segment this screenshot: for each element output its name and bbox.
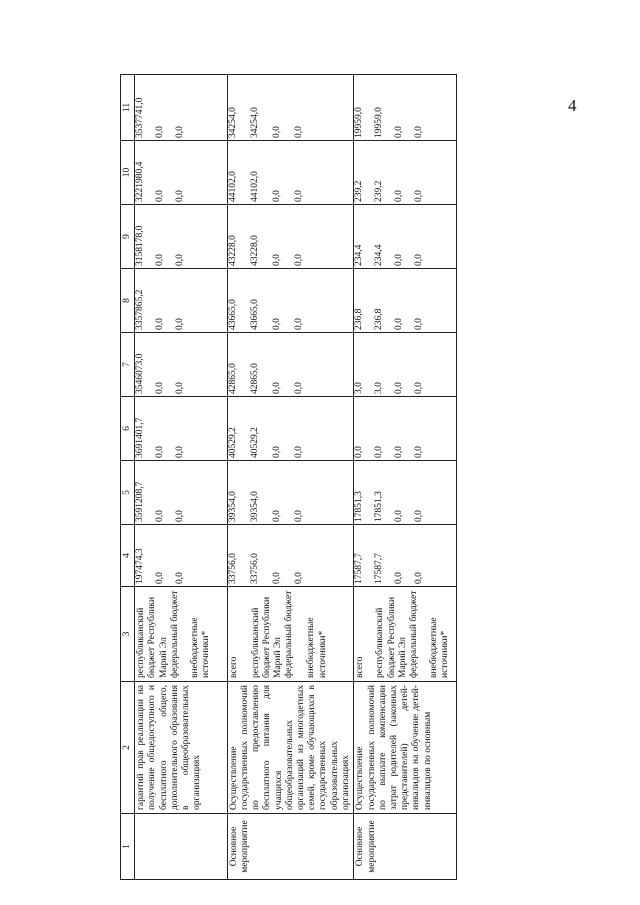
amount-value: 0,0 <box>155 190 166 202</box>
header-cell: 4 <box>121 525 135 587</box>
amount-cell <box>227 141 354 205</box>
header-cell: 11 <box>121 75 135 141</box>
amount-cell <box>135 205 228 269</box>
amount-cell <box>135 141 228 205</box>
header-cell: 2 <box>121 682 135 814</box>
page-number: 4 <box>568 96 577 115</box>
amount-value: 33756,0 <box>249 553 260 584</box>
amount-value: 0,0 <box>414 510 425 522</box>
amount-value: 43228,0 <box>249 235 260 266</box>
amount-value: 0,0 <box>394 382 405 394</box>
amount-value: 0,0 <box>414 190 425 202</box>
activity-type-cell: Основное мероприятие <box>354 814 457 880</box>
amount-cell <box>135 397 228 461</box>
amount-value: 0,0 <box>394 446 405 458</box>
amount-value: 0,0 <box>271 382 282 394</box>
header-cell: 8 <box>121 269 135 333</box>
amount-cell <box>354 269 457 333</box>
amount-cell <box>227 205 354 269</box>
amount-value: 0,0 <box>175 446 186 458</box>
amount-value: 3,0 <box>354 382 365 394</box>
header-cell: 3 <box>121 587 135 682</box>
amount-value: 0,0 <box>155 510 166 522</box>
amount-value: 0,0 <box>293 446 304 458</box>
amount-value: 0,0 <box>155 446 166 458</box>
amount-value: 19959,0 <box>374 107 385 138</box>
amount-cell <box>354 525 457 587</box>
amount-value: 3,0 <box>374 382 385 394</box>
amount-value: 43665,0 <box>249 299 260 330</box>
header-cell: 7 <box>121 333 135 397</box>
amount-value: 3221980,4 <box>135 161 146 202</box>
amount-value: 0,0 <box>271 126 282 138</box>
amount-value: 0,0 <box>155 572 166 584</box>
amount-value: 0,0 <box>293 572 304 584</box>
amount-value: 3546073,0 <box>135 353 146 394</box>
table-row <box>227 75 354 880</box>
amount-value: 0,0 <box>394 190 405 202</box>
funding-source-label: всего <box>355 656 366 678</box>
amount-value: 239,2 <box>354 180 365 202</box>
header-cell: 6 <box>121 397 135 461</box>
amount-value: 3691401,7 <box>135 417 146 458</box>
amount-value: 236,8 <box>374 308 385 330</box>
amount-value: 0,0 <box>293 254 304 266</box>
amount-value: 0,0 <box>374 446 385 458</box>
amount-value: 0,0 <box>271 318 282 330</box>
amount-cell <box>135 461 228 525</box>
amount-cell <box>354 333 457 397</box>
amount-value: 3591208,7 <box>135 481 146 522</box>
rotated-table-wrapper <box>120 75 620 880</box>
amount-cell <box>354 141 457 205</box>
amount-value: 0,0 <box>414 382 425 394</box>
amount-value: 0,0 <box>394 510 405 522</box>
amount-cell <box>227 397 354 461</box>
amount-value: 0,0 <box>414 254 425 266</box>
funding-source-label: федеральный бюджет <box>284 590 295 678</box>
amount-value: 0,0 <box>394 318 405 330</box>
funding-source-label: внебюджетные источники* <box>429 617 451 678</box>
amount-value: 34254,0 <box>227 107 238 138</box>
funding-source-label: внебюджетные источники* <box>189 617 212 678</box>
amount-cell <box>135 333 228 397</box>
table-row <box>354 75 457 880</box>
activity-description-cell: гарантий прав реализации на получение общедоступного и бесплатного общего, дополнительного образования в общеобразовательных организациях <box>135 682 228 814</box>
amount-value: 39354,0 <box>227 491 238 522</box>
amount-value: 40529,2 <box>227 427 238 458</box>
amount-value: 234,4 <box>374 244 385 266</box>
amount-value: 0,0 <box>175 510 186 522</box>
amount-value: 0,0 <box>271 254 282 266</box>
header-cell: 10 <box>121 141 135 205</box>
activity-type-cell: Основное мероприятие <box>227 814 354 880</box>
amount-cell <box>135 75 228 141</box>
amount-value: 3537741,0 <box>135 97 146 138</box>
amount-value: 17851,3 <box>374 491 385 522</box>
amount-value: 0,0 <box>293 126 304 138</box>
funding-source-label: республиканский бюджет Республики Марий Эл <box>136 596 169 678</box>
amount-value: 0,0 <box>394 572 405 584</box>
amount-value: 0,0 <box>271 190 282 202</box>
table-body <box>135 75 457 880</box>
amount-value: 0,0 <box>293 318 304 330</box>
table-row <box>135 75 228 880</box>
amount-cell <box>227 461 354 525</box>
amount-value: 0,0 <box>155 126 166 138</box>
amount-value: 44102,0 <box>227 171 238 202</box>
amount-value: 0,0 <box>293 382 304 394</box>
amount-value: 0,0 <box>394 254 405 266</box>
amount-value: 0,0 <box>175 190 186 202</box>
amount-value: 0,0 <box>414 446 425 458</box>
amount-value: 0,0 <box>414 318 425 330</box>
amount-cell <box>227 269 354 333</box>
header-cell: 1 <box>121 814 135 880</box>
amount-value: 43228,0 <box>227 235 238 266</box>
amount-value: 0,0 <box>175 572 186 584</box>
funding-source-cell <box>135 587 228 682</box>
amount-value: 17587,7 <box>374 553 385 584</box>
amount-value: 0,0 <box>293 510 304 522</box>
funding-source-label: всего <box>228 656 239 678</box>
amount-cell <box>354 461 457 525</box>
amount-value: 236,8 <box>354 308 365 330</box>
funding-source-label: федеральный бюджет <box>169 590 180 678</box>
amount-value: 239,2 <box>374 180 385 202</box>
funding-source-cell <box>354 587 457 682</box>
amount-value: 0,0 <box>175 126 186 138</box>
amount-value: 197474,3 <box>135 548 146 584</box>
amount-cell <box>227 333 354 397</box>
amount-cell <box>227 525 354 587</box>
amount-value: 17851,3 <box>354 491 365 522</box>
budget-table <box>120 74 457 880</box>
amount-value: 0,0 <box>175 254 186 266</box>
amount-cell <box>354 75 457 141</box>
amount-value: 34254,0 <box>249 107 260 138</box>
activity-description-cell: Осуществление государственных полномочий по предоставлению бесплатного питания для учащихся общеобразовательных организаций из многодетных семей, кроме обучающихся в государственных образовательных организациях <box>227 682 354 814</box>
amount-cell <box>354 397 457 461</box>
amount-value: 0,0 <box>155 382 166 394</box>
amount-value: 3158178,0 <box>135 225 146 266</box>
amount-value: 0,0 <box>414 126 425 138</box>
amount-value: 17587,7 <box>354 553 365 584</box>
amount-value: 0,0 <box>271 510 282 522</box>
funding-source-label: республиканский бюджет Республики Марий Эл <box>375 596 408 678</box>
amount-value: 40529,2 <box>249 427 260 458</box>
amount-value: 0,0 <box>271 572 282 584</box>
amount-value: 0,0 <box>175 382 186 394</box>
amount-value: 0,0 <box>414 572 425 584</box>
header-cell: 9 <box>121 205 135 269</box>
amount-value: 44102,0 <box>249 171 260 202</box>
amount-value: 0,0 <box>271 446 282 458</box>
amount-value: 0,0 <box>175 318 186 330</box>
amount-value: 42865,0 <box>249 363 260 394</box>
funding-source-cell <box>227 587 354 682</box>
amount-cell <box>227 75 354 141</box>
amount-cell <box>135 525 228 587</box>
activity-type-cell <box>135 814 228 880</box>
amount-value: 0,0 <box>293 190 304 202</box>
amount-value: 0,0 <box>155 318 166 330</box>
amount-value: 0,0 <box>155 254 166 266</box>
funding-source-label: республиканский бюджет Республики Марий Эл <box>250 596 284 678</box>
amount-value: 0,0 <box>394 126 405 138</box>
amount-value: 39354,0 <box>249 491 260 522</box>
funding-source-label: внебюджетные источники* <box>306 617 328 678</box>
amount-value: 3357865,2 <box>135 289 146 330</box>
amount-value: 234,4 <box>354 244 365 266</box>
amount-value: 0,0 <box>354 446 365 458</box>
header-row <box>121 75 135 880</box>
funding-source-label: федеральный бюджет <box>409 590 420 678</box>
amount-value: 33756,0 <box>227 553 238 584</box>
amount-cell <box>354 205 457 269</box>
amount-cell <box>135 269 228 333</box>
activity-description-cell: Осуществление государственных полномочий по выплате компенсации затрат родителей (законных представителей) детей-инвалидов на обучение детей-инвалидов по основным <box>354 682 457 814</box>
amount-value: 43665,0 <box>227 299 238 330</box>
header-cell: 5 <box>121 461 135 525</box>
amount-value: 19959,0 <box>354 107 365 138</box>
amount-value: 42865,0 <box>227 363 238 394</box>
